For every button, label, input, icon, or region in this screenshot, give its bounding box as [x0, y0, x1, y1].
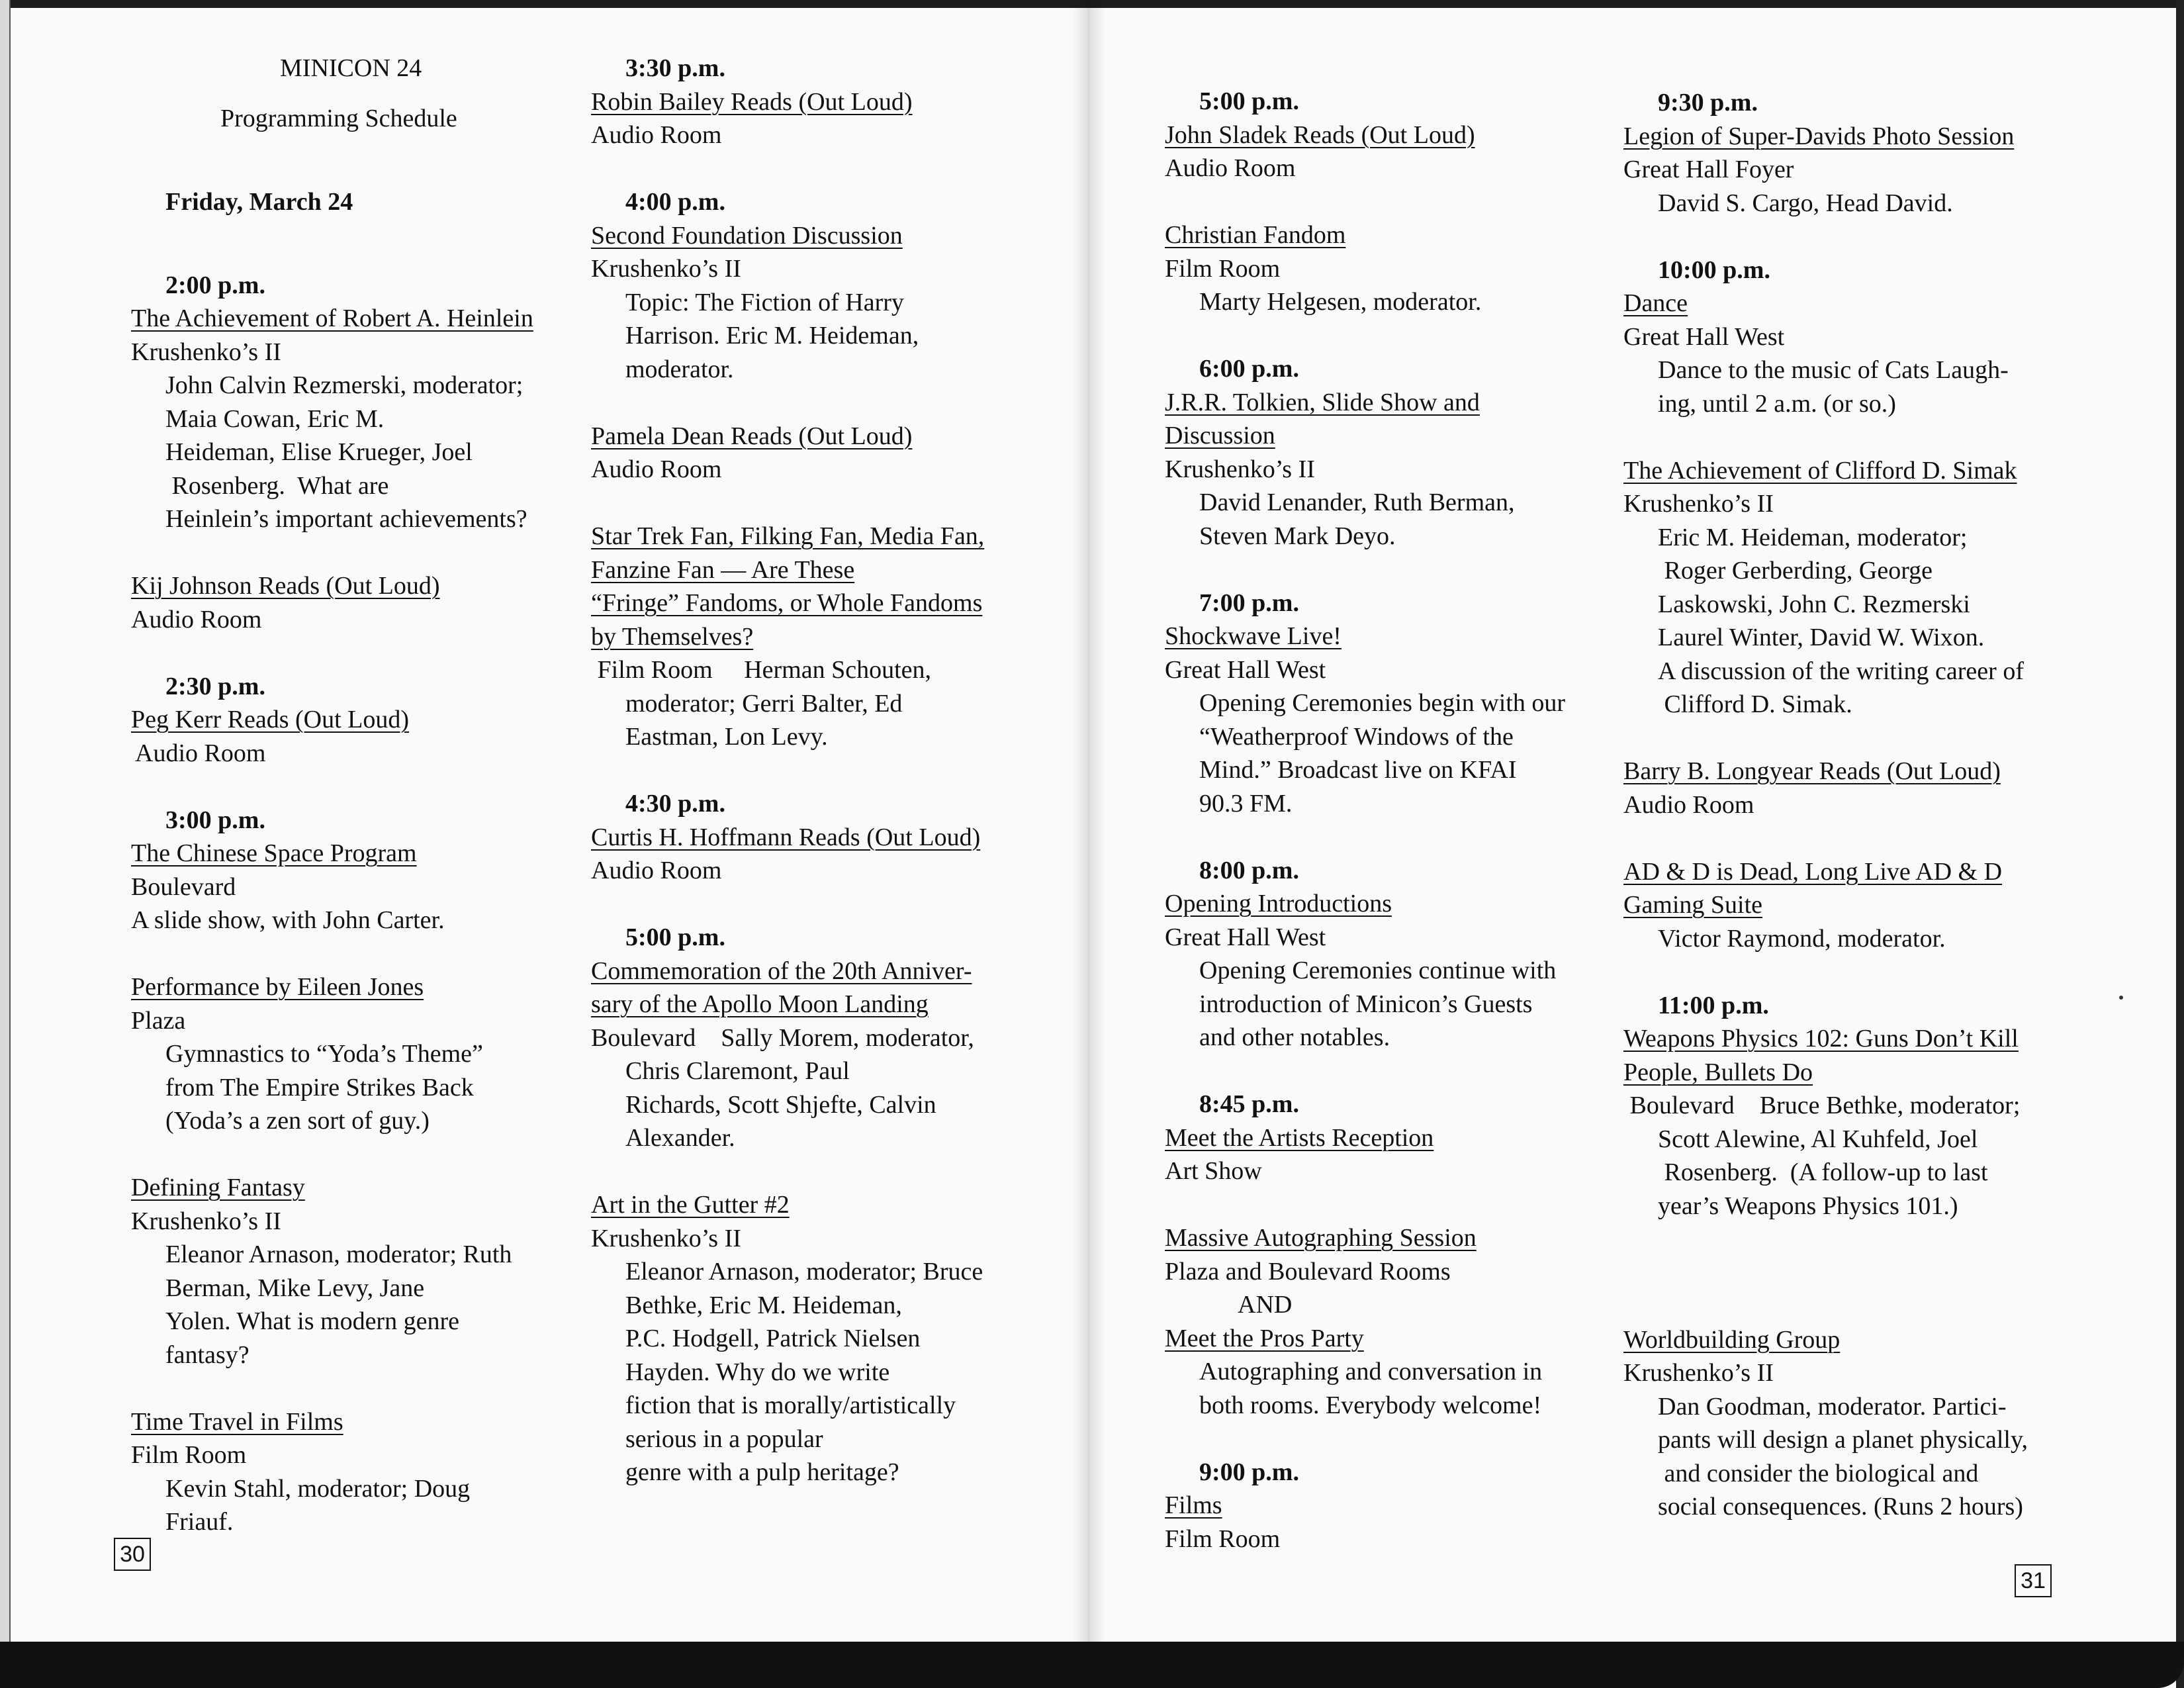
- right-page-column-2: [1623, 86, 2028, 1524]
- event-description: Dan Goodman, moderator. Partici-: [1658, 1392, 2007, 1421]
- event-description: Chris Claremont, Paul: [625, 1057, 850, 1085]
- left-page-column-2: [591, 52, 984, 1489]
- event-description: Steven Mark Deyo.: [1199, 522, 1396, 550]
- event-title: Pamela Dean Reads (Out Loud): [591, 422, 913, 450]
- event-title: Weapons Physics 102: Guns Don’t Kill: [1623, 1025, 2019, 1053]
- event-title: Opening Introductions: [1165, 890, 1392, 917]
- event-description: Eastman, Lon Levy.: [625, 723, 828, 751]
- event-description: Clifford D. Simak.: [1658, 690, 1852, 718]
- event-description: Kevin Stahl, moderator; Doug: [165, 1474, 471, 1503]
- event-title: Curtis H. Hoffmann Reads (Out Loud): [591, 823, 981, 851]
- event-description: fiction that is morally/artistically: [625, 1391, 956, 1419]
- event-room: Plaza and Boulevard Rooms: [1165, 1257, 1451, 1286]
- schedule-header-title: Programming Schedule: [220, 104, 457, 132]
- event-description: Richards, Scott Shjefte, Calvin: [625, 1090, 936, 1119]
- event-description: Marty Helgesen, moderator.: [1199, 288, 1482, 316]
- event-conjunction: AND: [1238, 1291, 1293, 1319]
- event-title: Fanzine Fan — Are These: [591, 555, 855, 584]
- event-description: Autographing and conversation in: [1199, 1358, 1543, 1385]
- event-description: and consider the biological and: [1658, 1459, 1979, 1487]
- event-description: Eric M. Heideman, moderator;: [1658, 523, 1968, 551]
- day-heading: Friday, March 24: [165, 187, 353, 216]
- event-room: Audio Room: [1165, 154, 1296, 182]
- event-description: moderator; Gerri Balter, Ed: [625, 689, 903, 718]
- event-description: (Yoda’s a zen sort of guy.): [165, 1107, 430, 1135]
- event-title: Performance by Eileen Jones: [131, 973, 424, 1001]
- event-description: Rosenberg. (A follow-up to last: [1658, 1158, 1988, 1186]
- event-description: Berman, Mike Levy, Jane: [165, 1274, 425, 1302]
- event-description: Laurel Winter, David W. Wixon.: [1658, 624, 1985, 651]
- event-description: pants will design a planet physically,: [1658, 1426, 2028, 1454]
- event-description: P.C. Hodgell, Patrick Nielsen: [625, 1325, 921, 1352]
- event-description: genre with a pulp heritage?: [625, 1458, 899, 1486]
- event-title: Art in the Gutter #2: [591, 1191, 790, 1219]
- event-title: The Achievement of Robert A. Heinlein: [131, 305, 533, 332]
- event-title: Peg Kerr Reads (Out Loud): [131, 706, 410, 733]
- event-description: serious in a popular: [625, 1425, 823, 1453]
- time-slot: 11:00 p.m.: [1658, 991, 1769, 1019]
- event-description: year’s Weapons Physics 101.): [1658, 1192, 1958, 1220]
- event-room: Boulevard Sally Morem, moderator,: [591, 1023, 974, 1052]
- event-description: and other notables.: [1199, 1023, 1390, 1051]
- scan-speck: [2119, 996, 2123, 1000]
- event-title: J.R.R. Tolkien, Slide Show and: [1165, 388, 1480, 416]
- left-page-column-1: [131, 52, 533, 1539]
- time-slot: 9:30 p.m.: [1658, 89, 1758, 117]
- schedule-header-event: MINICON 24: [280, 54, 422, 82]
- event-description: from The Empire Strikes Back: [165, 1073, 474, 1102]
- time-slot: 2:30 p.m.: [165, 672, 265, 700]
- event-description: Scott Alewine, Al Kuhfeld, Joel: [1658, 1125, 1978, 1153]
- event-description: introduction of Minicon’s Guests: [1199, 990, 1533, 1018]
- event-title: The Chinese Space Program: [131, 839, 417, 867]
- event-room: Film Room: [1165, 254, 1281, 283]
- event-room: Film Room: [131, 1441, 247, 1469]
- event-title: Time Travel in Films: [131, 1407, 343, 1436]
- event-title: Legion of Super-Davids Photo Session: [1623, 122, 2015, 150]
- time-slot: 2:00 p.m.: [165, 271, 265, 299]
- event-description: Alexander.: [625, 1124, 735, 1152]
- event-description: John Calvin Rezmerski, moderator;: [165, 371, 523, 399]
- event-description: David Lenander, Ruth Berman,: [1199, 489, 1515, 516]
- event-room: Boulevard Bruce Bethke, moderator;: [1623, 1092, 2021, 1119]
- event-room: Film Room Herman Schouten,: [591, 656, 932, 684]
- time-slot: 10:00 p.m.: [1658, 256, 1770, 284]
- event-room: Film Room: [1165, 1524, 1281, 1553]
- time-slot: 3:30 p.m.: [625, 54, 725, 82]
- page-gutter: [1072, 0, 1105, 1648]
- page-number-left: 30: [114, 1538, 151, 1571]
- scan-edge-bottom: [0, 1642, 2184, 1688]
- event-title: Barry B. Longyear Reads (Out Loud): [1623, 757, 2001, 785]
- event-room: Audio Room: [591, 121, 722, 149]
- event-title: The Achievement of Clifford D. Simak: [1623, 456, 2017, 485]
- event-title: John Sladek Reads (Out Loud): [1165, 120, 1475, 149]
- time-slot: 9:00 p.m.: [1199, 1458, 1299, 1486]
- event-title: sary of the Apollo Moon Landing: [591, 990, 929, 1018]
- time-slot: 5:00 p.m.: [625, 923, 725, 951]
- event-description: David S. Cargo, Head David.: [1658, 189, 1953, 217]
- event-description: both rooms. Everybody welcome!: [1199, 1391, 1542, 1419]
- time-slot: 6:00 p.m.: [1199, 355, 1299, 383]
- event-description: moderator.: [625, 355, 734, 383]
- event-description: Heideman, Elise Krueger, Joel: [165, 438, 473, 466]
- event-room: Krushenko’s II: [1165, 455, 1315, 483]
- event-description: “Weatherproof Windows of the: [1199, 722, 1514, 751]
- event-room: Audio Room: [131, 605, 262, 633]
- event-title: Robin Bailey Reads (Out Loud): [591, 87, 913, 116]
- time-slot: 3:00 p.m.: [165, 806, 265, 834]
- scan-edge-right: [2176, 0, 2184, 1688]
- event-description: Maia Cowan, Eric M.: [165, 404, 385, 433]
- event-description: social consequences. (Runs 2 hours): [1658, 1493, 2023, 1521]
- event-description: Friauf.: [165, 1508, 234, 1536]
- event-room: Great Hall West: [1165, 923, 1326, 951]
- event-room: Krushenko’s II: [591, 1224, 741, 1252]
- event-description: Hayden. Why do we write: [625, 1358, 890, 1386]
- event-title: Commemoration of the 20th Anniver-: [591, 957, 972, 985]
- event-title: by Themselves?: [591, 622, 754, 651]
- event-room: Great Hall West: [1623, 322, 1785, 351]
- event-description: A discussion of the writing career of: [1658, 657, 2024, 685]
- event-description: Mind.” Broadcast live on KFAI: [1199, 756, 1517, 784]
- event-description: Roger Gerberding, George: [1658, 557, 1933, 585]
- event-title: Kij Johnson Reads (Out Loud): [131, 572, 440, 600]
- event-title: Worldbuilding Group: [1623, 1325, 1841, 1354]
- event-description: Eleanor Arnason, moderator; Ruth: [165, 1241, 512, 1268]
- event-room: Audio Room: [135, 739, 266, 767]
- event-title: Massive Autographing Session: [1165, 1224, 1477, 1252]
- event-room: Boulevard: [131, 872, 236, 901]
- event-title: Dance: [1623, 289, 1688, 317]
- event-title: Films: [1165, 1491, 1222, 1519]
- event-description: Dance to the music of Cats Laugh-: [1658, 356, 2009, 384]
- event-description: 90.3 FM.: [1199, 789, 1293, 818]
- event-room: Krushenko’s II: [1623, 1359, 1774, 1387]
- event-description: fantasy?: [165, 1340, 250, 1369]
- event-room: Krushenko’s II: [131, 1207, 281, 1235]
- scan-edge-left: [0, 0, 11, 1688]
- time-slot: 5:00 p.m.: [1199, 87, 1299, 115]
- page-number-right: 31: [2015, 1564, 2052, 1597]
- time-slot: 4:00 p.m.: [625, 188, 725, 216]
- event-room: Audio Room: [1623, 790, 1754, 819]
- event-title: Defining Fantasy: [131, 1174, 305, 1201]
- event-room: Audio Room: [591, 455, 722, 483]
- event-description: Laskowski, John C. Rezmerski: [1658, 590, 1970, 618]
- event-title: Star Trek Fan, Filking Fan, Media Fan,: [591, 522, 985, 550]
- event-title: Meet the Pros Party: [1165, 1324, 1364, 1352]
- event-room: Art Show: [1165, 1157, 1262, 1185]
- event-room: Plaza: [131, 1006, 186, 1035]
- event-description: Yolen. What is modern genre: [165, 1307, 459, 1335]
- event-description: Harrison. Eric M. Heideman,: [625, 322, 919, 350]
- event-title: AD & D is Dead, Long Live AD & D: [1623, 857, 2003, 886]
- event-room: Krushenko’s II: [1623, 490, 1774, 518]
- time-slot: 8:00 p.m.: [1199, 856, 1299, 884]
- time-slot: 7:00 p.m.: [1199, 588, 1299, 617]
- event-room: Audio Room: [591, 857, 722, 884]
- event-description: A slide show, with John Carter.: [131, 906, 445, 934]
- event-description: ing, until 2 a.m. (or so.): [1658, 389, 1896, 418]
- event-room: Great Hall Foyer: [1623, 156, 1794, 183]
- event-room: Krushenko’s II: [131, 338, 281, 366]
- event-description: Eleanor Arnason, moderator; Bruce: [625, 1258, 983, 1286]
- event-title: Shockwave Live!: [1165, 622, 1342, 650]
- event-title: Christian Fandom: [1165, 221, 1346, 249]
- event-description: Opening Ceremonies continue with: [1199, 957, 1557, 984]
- event-room: Krushenko’s II: [591, 255, 741, 283]
- event-title: Discussion: [1165, 422, 1275, 449]
- event-title: Gaming Suite: [1623, 891, 1763, 919]
- event-title: “Fringe” Fandoms, or Whole Fandoms: [591, 589, 983, 617]
- event-title: Second Foundation Discussion: [591, 221, 903, 250]
- right-page-column-1: [1165, 85, 1565, 1556]
- event-description: Heinlein’s important achievements?: [165, 505, 527, 533]
- time-slot: 8:45 p.m.: [1199, 1090, 1299, 1118]
- event-title: People, Bullets Do: [1623, 1058, 1813, 1086]
- event-description: Rosenberg. What are: [165, 471, 389, 500]
- event-description: Bethke, Eric M. Heideman,: [625, 1291, 902, 1319]
- event-description: Victor Raymond, moderator.: [1658, 924, 1946, 953]
- time-slot: 4:30 p.m.: [625, 790, 725, 818]
- event-description: Opening Ceremonies begin with our: [1199, 689, 1566, 717]
- event-description: Topic: The Fiction of Harry: [625, 288, 904, 316]
- event-title: Meet the Artists Reception: [1165, 1123, 1434, 1152]
- event-description: Gymnastics to “Yoda’s Theme”: [165, 1040, 483, 1068]
- event-room: Great Hall West: [1165, 655, 1326, 684]
